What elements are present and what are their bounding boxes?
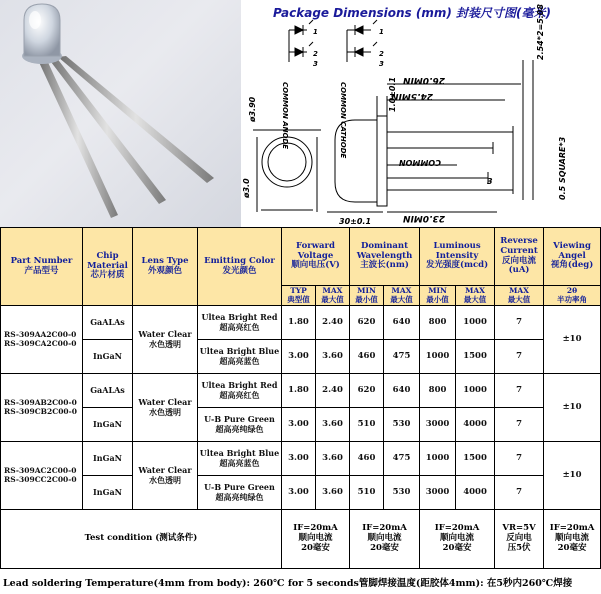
emitting-color-cell: Ultea Bright Red 超高亮红色: [198, 306, 282, 340]
emitting-color-cell: Ultea Bright Red 超高亮红色: [198, 374, 282, 408]
chip-material-header: Chip Material 芯片材质: [83, 228, 133, 306]
common-cathode-label: COMMON CATHODE: [339, 82, 347, 159]
emitting-color-cell: Ultea Bright Blue 超高亮蓝色: [198, 340, 282, 374]
wl-min-cell: 620: [350, 306, 384, 340]
ir-cell: 7: [495, 408, 544, 442]
led-dome: [22, 4, 62, 64]
emitting-color-cell: Ultea Bright Blue 超高亮蓝色: [198, 442, 282, 476]
ir-condition-cell: VR=5V 反向电 压5伏: [495, 510, 544, 569]
anode-pin-3: 3: [313, 60, 318, 68]
wl-condition-cell: IF=20mA 顺向电流 20毫安: [350, 510, 420, 569]
vf-max-cell: 3.60: [316, 408, 350, 442]
wl-min-cell: 510: [350, 408, 384, 442]
wl-min-cell: 460: [350, 340, 384, 374]
luminous-intensity-header: Luminous Intensity 发光强度(mcd): [420, 228, 495, 286]
dim-24-5min: 24.5MIN: [390, 91, 433, 101]
vf-typ-header: TYP 典型值: [282, 286, 316, 306]
table-row: [1, 408, 601, 442]
dim-1-0: 1.0±0.1: [388, 76, 397, 112]
table-row: [1, 442, 601, 476]
part-number-header: Part Number 产品型号: [1, 228, 83, 306]
test-condition-row: [1, 510, 601, 569]
angle-cell: ±10: [544, 374, 601, 442]
ir-max-header: MAX 最大值: [495, 286, 544, 306]
anode-pin-1: 1: [313, 28, 318, 36]
dim-23min: 23.0MIN: [402, 213, 445, 223]
vf-max-cell: 3.60: [316, 476, 350, 510]
package-dimension-drawing: [243, 0, 600, 227]
soldering-note: Lead soldering Temperature(4mm from body): 260℃ for 5 seconds管脚焊接温度(距胶体4mm): 在5秒内260℃焊接: [3, 578, 573, 589]
dim-square: 0.5 SQUARE*3: [558, 136, 567, 200]
table-row: [1, 374, 601, 408]
vf-max-cell: 3.60: [316, 340, 350, 374]
cathode-pin-3: 3: [379, 60, 384, 68]
common-anode-label: COMMON ANODE: [281, 82, 289, 150]
lens-cell: Water Clear 水色透明: [133, 442, 198, 510]
vf-max-cell: 2.40: [316, 374, 350, 408]
iv-min-cell: 3000: [420, 408, 456, 442]
dim-30: 30±0.1: [339, 217, 372, 226]
part-number-cell: RS-309AC2C00-0 RS-309CC2C00-0: [1, 442, 83, 510]
ir-cell: 7: [495, 340, 544, 374]
cathode-pin-2: 2: [379, 50, 384, 58]
common-pin-label: COMMON: [398, 158, 441, 167]
part-number-cell: RS-309AB2C00-0 RS-309CB2C00-0: [1, 374, 83, 442]
wl-max-header: MAX 最大值: [384, 286, 420, 306]
iv-max-cell: 4000: [456, 408, 495, 442]
iv-min-cell: 800: [420, 374, 456, 408]
iv-max-cell: 4000: [456, 476, 495, 510]
side-pin-3: 3: [487, 177, 493, 186]
iv-max-cell: 1000: [456, 374, 495, 408]
vf-max-cell: 2.40: [316, 306, 350, 340]
dominant-wavelength-header: Dominant Wavelength 主波长(nm): [350, 228, 420, 286]
iv-max-cell: 1500: [456, 340, 495, 374]
wl-min-cell: 620: [350, 374, 384, 408]
chip-cell: GaALAs: [83, 306, 133, 340]
table-row: [1, 476, 601, 510]
led-photo-graphic: [0, 0, 241, 227]
chip-cell: InGaN: [83, 408, 133, 442]
vf-condition-cell: IF=20mA 顺向电流 20毫安: [282, 510, 350, 569]
wl-min-header: MIN 最小值: [350, 286, 384, 306]
iv-min-cell: 1000: [420, 442, 456, 476]
emitting-color-header: Emitting Color 发光颜色: [198, 228, 282, 306]
chip-cell: InGaN: [83, 442, 133, 476]
led-legs: [38, 56, 214, 218]
iv-max-header: MAX 最大值: [456, 286, 495, 306]
iv-min-cell: 3000: [420, 476, 456, 510]
wl-min-cell: 460: [350, 442, 384, 476]
dim-pitch: 2.54*2=5.08: [536, 4, 545, 60]
wl-max-cell: 640: [384, 306, 420, 340]
dim-dia-390: ø3.90: [248, 96, 257, 122]
table-row: [1, 340, 601, 374]
lens-cell: Water Clear 水色透明: [133, 306, 198, 374]
common-anode-schematic: [289, 20, 313, 62]
ir-cell: 7: [495, 374, 544, 408]
ir-cell: 7: [495, 306, 544, 340]
led-product-photo: [0, 0, 241, 227]
table-row: [1, 306, 601, 340]
header-row: [1, 228, 601, 286]
vf-max-cell: 3.60: [316, 442, 350, 476]
wl-max-cell: 530: [384, 408, 420, 442]
wl-min-cell: 510: [350, 476, 384, 510]
cathode-pin-1: 1: [379, 28, 384, 36]
lens-cell: Water Clear 水色透明: [133, 374, 198, 442]
angle-cell: ±10: [544, 306, 601, 374]
chip-cell: InGaN: [83, 476, 133, 510]
vf-typ-cell: 1.80: [282, 306, 316, 340]
iv-min-cell: 1000: [420, 340, 456, 374]
chip-cell: GaALAs: [83, 374, 133, 408]
vf-typ-cell: 1.80: [282, 374, 316, 408]
test-condition-label: Test condition (测试条件): [1, 510, 282, 569]
forward-voltage-header: Forward Voltage 顺向电压(V): [282, 228, 350, 286]
wl-max-cell: 530: [384, 476, 420, 510]
iv-max-cell: 1000: [456, 306, 495, 340]
wl-max-cell: 640: [384, 374, 420, 408]
viewing-angle-header: Viewing Angel 视角(deg): [544, 228, 601, 286]
iv-condition-cell: IF=20mA 顺向电流 20毫安: [420, 510, 495, 569]
dim-dia-30: ø3.0: [242, 178, 251, 198]
specification-table: [0, 227, 601, 569]
emitting-color-cell: U-B Pure Green 超高亮纯绿色: [198, 408, 282, 442]
ir-cell: 7: [495, 442, 544, 476]
emitting-color-cell: U-B Pure Green 超高亮纯绿色: [198, 476, 282, 510]
vf-typ-cell: 3.00: [282, 408, 316, 442]
dim-26min: 26.0MIN: [402, 75, 445, 85]
vf-typ-cell: 3.00: [282, 340, 316, 374]
common-cathode-schematic: [347, 20, 377, 62]
dimension-diagram: [243, 0, 600, 227]
reverse-current-header: Reverse Current 反向电流(uA): [495, 228, 544, 286]
package-title: Package Dimensions (mm) 封装尺寸图(毫米): [273, 6, 551, 20]
iv-min-header: MIN 最小值: [420, 286, 456, 306]
angle-cell: ±10: [544, 442, 601, 510]
ir-cell: 7: [495, 476, 544, 510]
vf-typ-cell: 3.00: [282, 442, 316, 476]
iv-max-cell: 1500: [456, 442, 495, 476]
lens-type-header: Lens Type 外观颜色: [133, 228, 198, 306]
chip-cell: InGaN: [83, 340, 133, 374]
wl-max-cell: 475: [384, 442, 420, 476]
angle-header: 2θ 半功率角: [544, 286, 601, 306]
part-number-cell: RS-309AA2C00-0 RS-309CA2C00-0: [1, 306, 83, 374]
angle-condition-cell: IF=20mA 顺向电流 20毫安: [544, 510, 601, 569]
vf-typ-cell: 3.00: [282, 476, 316, 510]
anode-pin-2: 2: [313, 50, 318, 58]
vf-max-header: MAX 最大值: [316, 286, 350, 306]
iv-min-cell: 800: [420, 306, 456, 340]
wl-max-cell: 475: [384, 340, 420, 374]
